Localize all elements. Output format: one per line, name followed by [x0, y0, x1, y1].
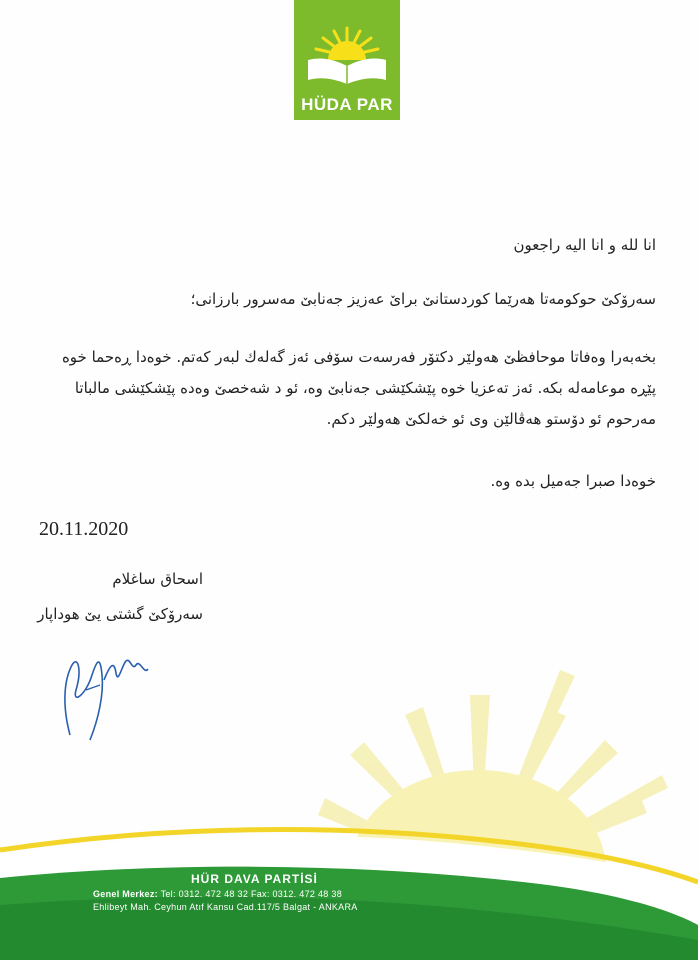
- letter-closing: خوەدا صبرا جەمیل بدە وە.: [490, 472, 656, 490]
- handwritten-signature: [52, 635, 152, 745]
- footer-contact-row: [93, 889, 358, 899]
- footer-hq-label: Genel Merkez:: [93, 889, 158, 899]
- letter-addressee: سەرۆكێ حوكومەتا هەرێما كوردستانێ براێ عەزیز جەنابێ مەسرور بارزانی؛: [190, 290, 656, 308]
- letter-body: بخەبەرا وەفاتا موحافظێ هەولێر دكتۆر فەرسەت سۆفی ئەز گەلەك لبەر كەتم. خوەدا ڕەحما خوە پێڕە موعامەلە بكە. ئەز تەعزیا خوە پێشكێشی جەنابێ وە، ئو د شەخصێ وەدە پێشكێشی مالباتا مەرحوم ئو دۆستو هەڤالێن وی ئو خەلكێ هەولێر دكم.: [61, 348, 656, 428]
- letter-date: 20.11.2020: [39, 518, 129, 540]
- footer-contacts: Tel: 0312. 472 48 32 Fax: 0312. 472 48 38: [160, 889, 343, 899]
- signer-title: سەرۆكێ گشتی یێ هوداپار: [37, 605, 203, 623]
- signer-name: اسحاق ساغلام: [112, 570, 203, 588]
- footer-info: [93, 872, 358, 912]
- letter-opening: انا لله و انا اليه راجعون: [513, 236, 656, 254]
- brand-name: HÜDA PAR: [301, 95, 393, 114]
- footer-party-name: HÜR DAVA PARTİSİ: [191, 872, 318, 886]
- footer-address: Ehlibeyt Mah. Ceyhun Atıf Kansu Cad.117/5 Balgat - ANKARA: [93, 902, 358, 912]
